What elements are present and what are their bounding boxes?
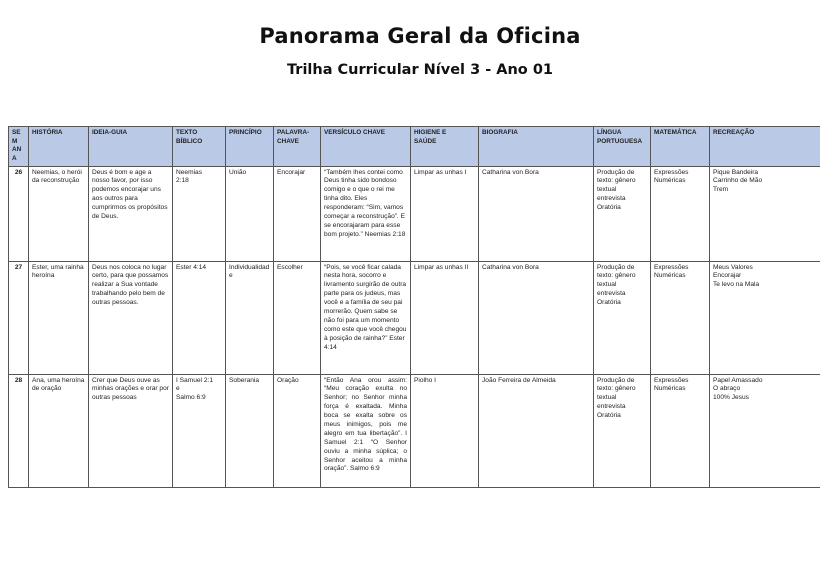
biografia-cell: João Ferreira de Almeida (479, 374, 594, 487)
page-title: Panorama Geral da Oficina (259, 24, 581, 48)
principio-cell: Individualidade (226, 261, 274, 374)
recreacao-cell: Meus Valores Encorajar Te levo na Mala (710, 261, 820, 374)
palavra-chave-cell: Encorajar (274, 166, 321, 261)
recreacao-cell: Papel Amassado O abraço 100% Jesus (710, 374, 820, 487)
matematica-cell: Expressões Numéricas (651, 261, 710, 374)
texto-biblico-cell: Ester 4:14 (173, 261, 226, 374)
lingua-portuguesa-cell: Produção de texto: gênero textual entrevista Oratória (594, 261, 651, 374)
header-ideia-guia: IDEIA-GUIA (89, 127, 173, 167)
versiculo-chave-cell: “Também lhes contei como Deus tinha sido bondoso comigo e o que o rei me tinha dito. Eles responderam: “Sim, vamos começar a reconstrução”. E se encorajaram para esse bom projeto.” Neemias 2:18 (321, 166, 411, 261)
table-header-row (9, 127, 820, 167)
principio-cell: União (226, 166, 274, 261)
texto-biblico-cell: I Samuel 2:1 e Salmo 6:9 (173, 374, 226, 487)
header-recreacao: RECREAÇÃO (710, 127, 820, 167)
biografia-cell: Catharina von Bora (479, 166, 594, 261)
header-texto-biblico: TEXTO BÍBLICO (173, 127, 226, 167)
week-number: 26 (9, 166, 29, 261)
matematica-cell: Expressões Numéricas (651, 166, 710, 261)
texto-biblico-cell: Neemias 2:18 (173, 166, 226, 261)
page-subtitle: Trilha Curricular Nível 3 - Ano 01 (287, 62, 553, 78)
header-lingua-portuguesa: LÍNGUA PORTUGUESA (594, 127, 651, 167)
ideia-guia-cell: Deus é bom e age a nosso favor, por isso podemos encorajar uns aos outros para cumprirmos os propósitos de Deus. (89, 166, 173, 261)
lingua-portuguesa-cell: Produção de texto: gênero textual entrevista Oratória (594, 374, 651, 487)
header-higiene-saude: HIGIENE E SAÚDE (411, 127, 479, 167)
header-biografia: BIOGRAFIA (479, 127, 594, 167)
header-matematica: MATEMÁTICA (651, 127, 710, 167)
header-principio: PRINCÍPIO (226, 127, 274, 167)
curriculum-table (8, 126, 820, 488)
header-versiculo-chave: VERSÍCULO CHAVE (321, 127, 411, 167)
lingua-portuguesa-cell: Produção de texto: gênero textual entrevista Oratória (594, 166, 651, 261)
recreacao-cell: Pique Bandeira Carrinho de Mão Trem (710, 166, 820, 261)
higiene-cell: Limpar as unhas I (411, 166, 479, 261)
week-number: 28 (9, 374, 29, 487)
palavra-chave-cell: Oração (274, 374, 321, 487)
table-row (9, 166, 820, 261)
table-row (9, 374, 820, 487)
header-semana: SEM ANA (9, 127, 29, 167)
palavra-chave-cell: Escolher (274, 261, 321, 374)
header-historia: HISTÓRIA (29, 127, 89, 167)
table-row (9, 261, 820, 374)
header-palavra-chave: PALAVRA- CHAVE (274, 127, 321, 167)
historia-cell: Ana, uma heroína de oração (29, 374, 89, 487)
historia-cell: Ester, uma rainha heroína (29, 261, 89, 374)
versiculo-chave-cell: “Pois, se você ficar calada nesta hora, socorro e livramento surgirão de outra parte para os judeus, mas você e a família de seu pai morrerão. Quem sabe se não foi para um momento como este que você chegou à posição de rainha?” Ester 4:14 (321, 261, 411, 374)
principio-cell: Soberania (226, 374, 274, 487)
historia-cell: Neemias, o herói da reconstrução (29, 166, 89, 261)
ideia-guia-cell: Deus nos coloca no lugar certo, para que possamos realizar a Sua vontade trabalhando pelo bem de outras pessoas. (89, 261, 173, 374)
week-number: 27 (9, 261, 29, 374)
biografia-cell: Catharina von Bora (479, 261, 594, 374)
higiene-cell: Piolho I (411, 374, 479, 487)
matematica-cell: Expressões Numéricas (651, 374, 710, 487)
ideia-guia-cell: Crer que Deus ouve as minhas orações e orar por outras pessoas (89, 374, 173, 487)
versiculo-chave-cell: “Então Ana orou assim: “Meu coração exulta no Senhor; no Senhor minha força é exaltada. Minha boca se exalta sobre os meus inimigos, pois me alegro em tua libertação”. I Samuel 2:1 “O Senhor ouviu a minha súplica; o Senhor aceitou a minha oração”. Salmo 6:9 (321, 374, 411, 487)
higiene-cell: Limpar as unhas II (411, 261, 479, 374)
